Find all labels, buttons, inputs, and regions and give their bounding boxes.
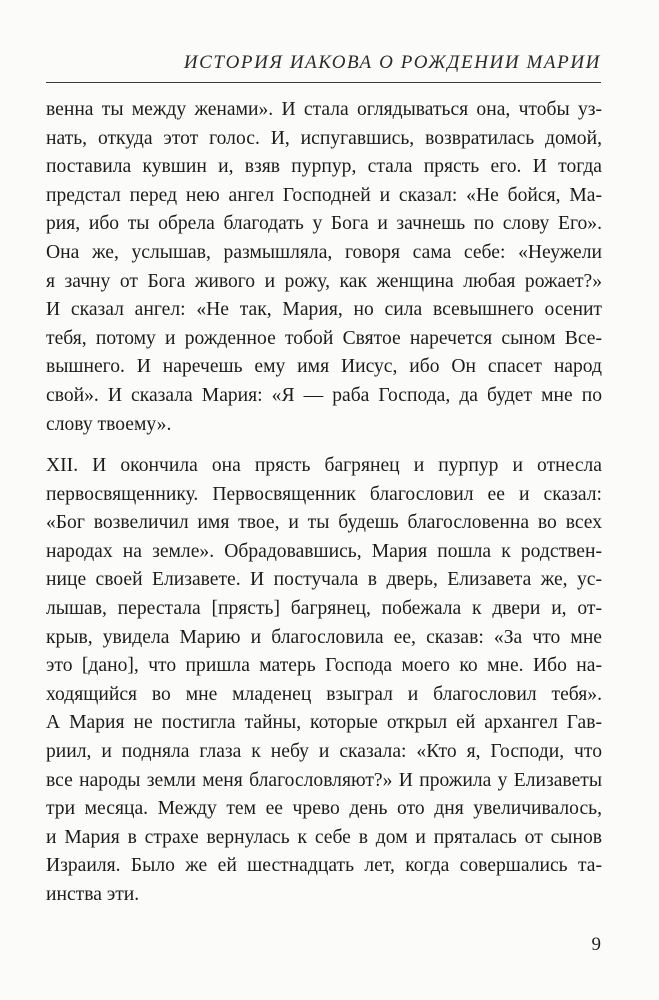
text-line: три месяца. Между тем ее чрево день ото дня увеличивалось, xyxy=(46,798,602,820)
text-line: я зачну от Бога живого и рожу, как женщина любая рожает?» xyxy=(46,270,602,292)
paragraph-2 xyxy=(46,452,602,910)
text-line: инства эти. xyxy=(46,883,140,905)
text-line: это [дано], что пришла матерь Господа моего ко мне. Ибо на- xyxy=(46,655,602,677)
text-line: XII. И окончила она прясть багрянец и пурпур и отнесла xyxy=(46,455,602,476)
text-line: народах на земле». Обрадовавшись, Мария пошла к родствен- xyxy=(46,540,602,562)
text-line: риил, и подняла глаза к небу и сказала: «Кто я, Господи, что xyxy=(46,740,602,762)
paragraph-1 xyxy=(46,96,602,439)
text-line: Она же, услышав, размышляла, говоря сама себе: «Неужели xyxy=(46,241,602,263)
text-line: все народы земли меня благословляют?» И прожила у Елизаветы xyxy=(46,769,602,791)
text-line: нать, откуда этот голос. И, испугавшись, возвратилась домой, xyxy=(46,127,602,149)
header-rule xyxy=(46,82,601,83)
text-line: поставила кувшин и, взяв пурпур, стала прясть его. И тогда xyxy=(46,156,602,178)
text-line: предстал перед нею ангел Господней и сказал: «Не бойся, Ма- xyxy=(46,184,602,206)
text-line: венна ты между женами». И стала оглядываться она, чтобы уз- xyxy=(46,99,602,120)
text-line: «Бог возвеличил имя твое, и ты будешь благословенна во всех xyxy=(46,512,602,534)
page-number: 9 xyxy=(591,934,601,955)
text-line: крыв, увидела Марию и благословила ее, сказав: «За что мне xyxy=(46,626,602,648)
text-line: ходящийся во мне младенец взыграл и благословил тебя». xyxy=(46,683,602,705)
text-line: нице своей Елизавете. И постучала в дверь, Елизавета же, ус- xyxy=(46,569,602,591)
text-line: вышнего. И наречешь ему имя Иисус, ибо Он спасет народ xyxy=(46,356,602,378)
text-line: Израиля. Было же ей шестнадцать лет, когда совершались та- xyxy=(46,855,602,877)
text-line: рия, ибо ты обрела благодать у Бога и зачнешь по слову Его». xyxy=(46,213,602,235)
text-line: первосвященнику. Первосвященник благословил ее и сказал: xyxy=(46,483,602,505)
text-line: тебя, потому и рожденное тобой Святое наречется сыном Все- xyxy=(46,327,602,349)
text-line: слову твоему». xyxy=(46,413,172,435)
text-line: и Мария в страхе вернулась к себе в дом и пряталась от сынов xyxy=(46,826,602,848)
text-line: лышав, перестала [прясть] багрянец, побежала к двери и, от- xyxy=(46,597,602,619)
text-line: свой». И сказала Мария: «Я — раба Господа, да будет мне по xyxy=(46,384,602,406)
text-line: А Мария не постигла тайны, которые открыл ей архангел Гав- xyxy=(46,712,602,734)
running-head: ИСТОРИЯ ИАКОВА О РОЖДЕНИИ МАРИИ xyxy=(183,52,601,73)
text-line: И сказал ангел: «Не так, Мария, но сила всевышнего осенит xyxy=(46,299,602,321)
